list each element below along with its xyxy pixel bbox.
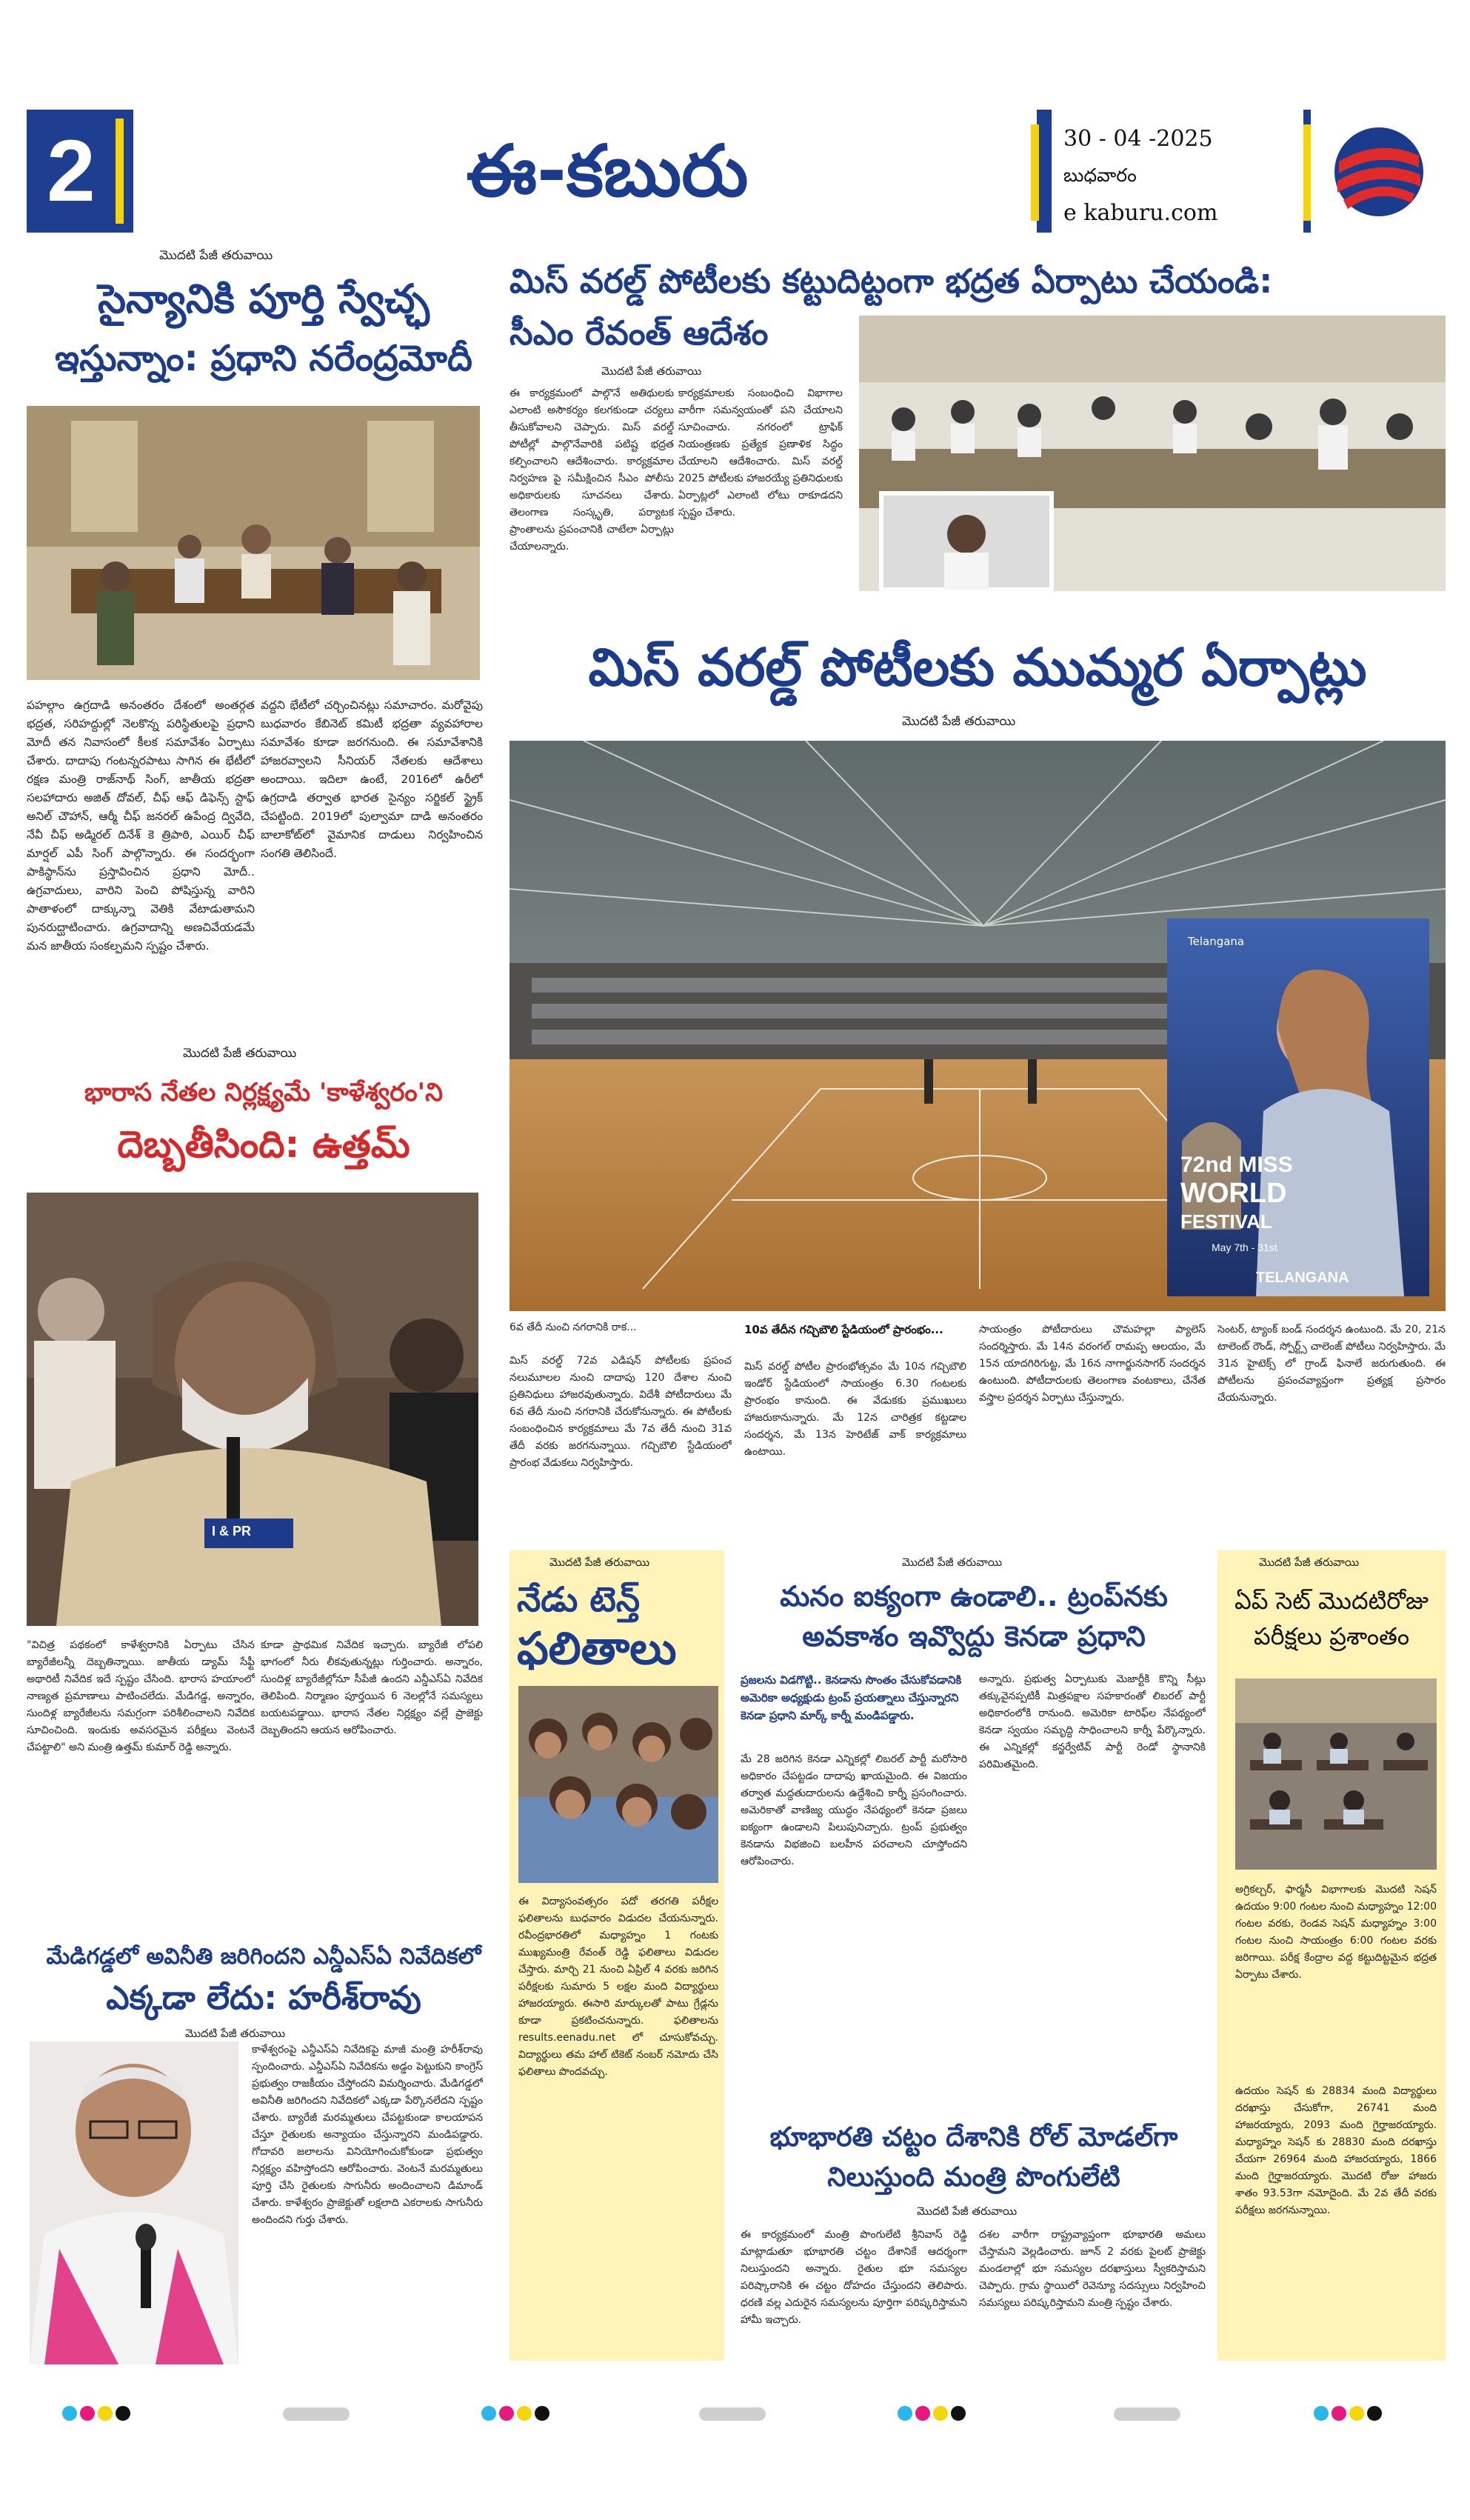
website-url[interactable]: e kaburu.com: [1063, 200, 1218, 226]
photo-pm-meeting: [27, 406, 480, 680]
body-story3-col2: మిస్ వరల్డ్ పోటీల ప్రారంభోత్సవం మే 10న గచ్చిబౌలి ఇండోర్ స్టేడియంలో సాయంత్రం 6.30 గంటలకు ప్రారంభం కానుంది. ఈ వేడుకకు ప్రముఖులు హాజరుకానున్నారు. మే 12న చారిత్రక కట్టడాల సందర్శన, మే 13న హెరిటేజ్ వాక్ కార్యక్రమాలు ఉంటాయి.: [744, 1361, 966, 1458]
masthead-divider-2: [1031, 124, 1039, 221]
body-story7-bottom: ఉదయం సెషన్ కు 28834 మంది విద్యార్థులు దరఖాస్తు చేసుకోగా, 26741 మంది హాజరయ్యారు, 2093 మంది గైర్హాజరయ్యారు. మధ్యాహ్నం సెషన్ కు 28830 మంది దరఖాస్తు చేయగా 26964 మంది హాజరయ్యారు, 1866 మంది గైర్హాజరయ్యారు. మొదటి రోజు హాజరు శాతం 93.53గా నమోదైంది. మే 2వ తేదీ వరకు పరీక్షలు జరగనున్నాయి.: [1235, 2085, 1437, 2216]
body-story4-right: కూడా ప్రాథమిక నివేదిక ఇచ్చారు. బ్యారేజీ లోపలి భాగంలో నీరు లీకవుతున్నట్లు గుర్తించారు. అన్నారం, సుందిళ్ల బ్యారేజీల్లోనూ సీపేజీ ఉందని ఎన్డీఎస్ఏ నివేదిక తెలిపింది. నిర్మాణం పూర్తయిన 6 నెలల్లోనే సమస్యలు బయటపడ్డాయి. భారాస నేతల నిర్లక్ష్యం వల్లే ప్రాజెక్టు దెబ్బతిందని ఆయన ఆరోపించారు.: [261, 1639, 483, 1736]
print-grey-bar-2: [699, 2407, 766, 2421]
issue-date: 30 - 04 -2025: [1063, 126, 1213, 152]
photo-exam-hall: [1235, 1679, 1437, 1870]
poster-title-line2: WORLD: [1180, 1178, 1287, 1209]
headline-story3: మిస్ వరల్డ్ పోటీలకు ముమ్మర ఏర్పాట్లు: [588, 637, 1367, 698]
headline-story7-line2: పరీక్షలు ప్రశాంతం: [1253, 1622, 1410, 1650]
body-story6-right: అన్నారు. ప్రభుత్వ ఏర్పాటుకు మెజార్టీకి కొన్ని సీట్లు తక్కువైనప్పటికీ మిత్రపక్షాల సహకారంతో లిబరల్ పార్టీ అధికారంలోకి రానుంది. అమెరికా టారిఫ్‌ల నేపథ్యంలో కెనడా స్వయం సమృద్ధి సాధించాలని కార్నీ పేర్కొన్నారు. ఈ ఎన్నికల్లో కన్జర్వేటివ్ పార్టీ రెండో స్థానానికి పరిమితమైంది.: [979, 1673, 1206, 1770]
poster-title-line1: 72nd MISS: [1180, 1153, 1293, 1177]
poster-brand: Telangana: [1188, 935, 1245, 948]
print-color-marks-4: [1314, 2406, 1385, 2424]
print-grey-bar-1: [283, 2407, 350, 2421]
body-story8: కాళేశ్వరంపై ఎన్డీఎస్ఏ నివేదికపై మాజీ మంత్రి హరీశ్‌రావు స్పందించారు. ఎన్డీఎస్ఏ నివేదికను అడ్డం పెట్టుకుని కాంగ్రెస్ ప్రభుత్వం రాజకీయం చేస్తోందని విమర్శించారు. మేడిగడ్డలో అవినీతి జరిగిందని నివేదికలో ఎక్కడా పేర్కొనలేదని స్పష్టం చేశారు. బ్యారేజీ మరమ్మతులు చేపట్టకుండా కాలయాపన చేస్తూ రైతులకు అన్యాయం చేస్తున్నారని మండిపడ్డారు. గోదావరి జలాలను వినియోగించుకోకుండా ప్రభుత్వం నిర్లక్ష్యం వహిస్తోందని ఆరోపించారు. వెంటనే మరమ్మతులు పూర్తి చేసి రైతులకు సాగునీరు అందించాలని డిమాండ్ చేశారు. కాళేశ్వరం ప్రాజెక్టుతో లక్షలాది ఎకరాలకు సాగునీరు అందిందని గుర్తు చేశారు.: [252, 2044, 483, 2226]
print-color-marks-1: [62, 2406, 133, 2424]
print-color-marks-3: [898, 2406, 969, 2424]
headline-story2-line1: మిస్ వరల్డ్ పోటీలకు కట్టుదిట్టంగా భద్రత ఏర్పాటు చేయండి:: [510, 261, 1273, 301]
photo-cm-review-meeting: [859, 316, 1446, 591]
body-story4-left: "విచిత్ర పథకంలో కాళేశ్వరానికి ఏర్పాటు చేసిన బ్యారేజీలన్నీ దెబ్బతిన్నాయి. జాతీయ డ్యామ్ సేఫ్టీ అథారిటీ నివేదిక ఇదే స్పష్టం చేసింది. భారాస హయాంలో నాణ్యత ప్రమాణాలు పాటించలేదు. మేడిగడ్డ, అన్నారం, సుందిళ్ల బ్యారేజీలను సమగ్రంగా పరిశీలించాలని నివేదిక సూచించింది. ఇందుకు అవసరమైన పరీక్షలు వెంటనే చేపట్టాలి" అని మంత్రి ఉత్తమ్ కుమార్ రెడ్డి అన్నారు.: [27, 1639, 255, 1753]
headline-story1-line1: సైన్యానికి పూర్తి స్వేచ్ఛ: [98, 276, 430, 322]
headline-story8-line2: ఎక్కడా లేదు: హరీశ్‌రావు: [106, 1979, 421, 2017]
photo-students-celebrating: [518, 1686, 718, 1883]
body-story6-left: మే 28 జరిగిన కెనడా ఎన్నికల్లో లిబరల్ పార్టీ మరోసారి అధికారం చేపట్టడం దాదాపు ఖాయమైంది. ఈ విజయం తర్వాత మద్దతుదారులను ఉద్దేశించి కార్నీ ప్రసంగించారు. అమెరికాతో వాణిజ్య యుద్ధం నేపథ్యంలో కెనడా ప్రజలు ఐక్యంగా ఉండాలని పిలుపునిచ్చారు. ట్రంప్ ప్రభుత్వం కెనడాను విభజించి బలహీన పరచాలని చూస్తోందని ఆరోపించారు.: [741, 1753, 967, 1867]
kicker-story7: మొదటి పేజీ తరువాయి: [1259, 1556, 1360, 1569]
kicker-story8: మొదటి పేజీ తరువాయి: [185, 2027, 286, 2040]
photo-caption-story3: 6వ తేదీ నుంచి నగరానికి రాక...: [510, 1321, 637, 1333]
print-color-marks-2: [481, 2406, 552, 2424]
kicker-story3: మొదటి పేజీ తరువాయి: [902, 714, 1016, 729]
photo-minister-uttam: [27, 1193, 478, 1626]
body-story3-col4: సెంటర్, ట్యాంక్ బండ్ సందర్శన ఉంటుంది. మే 20, 21న టాలెంట్ రౌండ్, స్పోర్ట్స్ చాలెంజ్ పోటీలు నిర్వహిస్తారు. మే 31న హైటెక్స్ లో గ్రాండ్ ఫినాలే జరుగుతుంది. ఈ పోటీలను ప్రపంచవ్యాప్తంగా ప్రత్యక్ష ప్రసారం చేయనున్నారు.: [1217, 1324, 1446, 1404]
headline-story7-line1: ఏప్ సెట్ మొదటిరోజు: [1235, 1587, 1429, 1615]
kicker-story4: మొదటి పేజీ తరువాయి: [183, 1046, 297, 1061]
brand-title: ఈ-కబురు: [466, 130, 749, 213]
photo-harish-rao: [30, 2041, 238, 2364]
body-story9-left: ఈ కార్యక్రమంలో మంత్రి పొంగులేటి శ్రీనివాస్ రెడ్డి మాట్లాడుతూ భూభారతి చట్టం దేశానికే ఆదర్శంగా నిలుస్తుందని అన్నారు. రైతుల భూ సమస్యల పరిష్కారానికి ఈ చట్టం దోహదం చేస్తుందని తెలిపారు. ధరణి వల్ల ఎదురైన సమస్యలను పూర్తిగా పరిష్కరిస్తామని హామీ ఇచ్చారు.: [741, 2229, 967, 2326]
headline-story6-line1: మనం ఐక్యంగా ఉండాలి.. ట్రంప్‌నకు: [780, 1580, 1168, 1613]
poster-dates: May 7th - 31st: [1212, 1241, 1277, 1253]
headline-story1-line2: ఇస్తున్నాం: ప్రధాని నరేంద్రమోదీ: [55, 338, 472, 379]
headline-story5-line1: నేడు టెన్త్: [517, 1579, 641, 1619]
kicker-story1: మొదటి పేజీ తరువాయి: [159, 248, 273, 263]
headline-story8-line1: మేడిగడ్డలో అవినీతి జరిగిందని ఎన్డీఎస్ఏ నివేదికలో: [46, 1944, 481, 1970]
subhead-story3-col2: 10వ తేదీన గచ్చిబౌలి స్టేడియంలో ప్రారంభం...: [744, 1323, 943, 1336]
headline-story9-line2: నిలుస్తుంది మంత్రి పొంగులేటి: [827, 2162, 1120, 2193]
body-story7-top: అగ్రికల్చర్, ఫార్మసీ విభాగాలకు మొదటి సెషన్ ఉదయం 9:00 గంటల నుంచి మధ్యాహ్నం 12:00 గంటల వరకు, రెండవ సెషన్ మధ్యాహ్నం 3:00 గంటల నుంచి సాయంత్రం 6:00 గంటల వరకు జరిగాయి. పరీక్ష కేంద్రాల వద్ద కట్టుదిట్టమైన భద్రత ఏర్పాటు చేశారు.: [1235, 1884, 1437, 1981]
body-story3-col1: మిస్ వరల్డ్ 72వ ఎడిషన్ పోటీలకు ప్రపంచ నలుమూలల నుంచి దాదాపు 120 దేశాల నుంచి ప్రతినిధులు హాజరవుతున్నారు. విదేశీ పోటీదారులు మే 6వ తేదీ నుంచి నగరానికి చేరుకోనున్నారు. ఈ పోటీలకు సంబంధించిన కార్యక్రమాలు మే 7వ తేదీ నుంచి 31వ తేదీ వరకు జరగనున్నాయి. గచ్చిబౌలి స్టేడియంలో ప్రారంభ వేడుకలు నిర్వహిస్తారు.: [510, 1355, 732, 1469]
body-story2-right: కార్యక్రమాలకు సంబంధించి విభాగాల వారీగా సమన్వయంతో పని చేయాలని సూచించారు. నగరంలో ట్రాఫిక్ నియంత్రణకు ప్రత్యేక ప్రణాళిక సిద్ధం చేయాలని ఆదేశించారు. మిస్ వరల్డ్ 2025 పోటీలకు హాజరయ్యే ప్రతినిధులకు ఏర్పాట్లలో ఎలాంటి లోటు రాకూడదని స్పష్టం చేశారు.: [678, 387, 843, 519]
body-story1-left: పహల్గాం ఉగ్రదాడి అనంతరం దేశంలో అంతర్గత భద్రత, సరిహద్దుల్లో నెలకొన్న పరిస్థితులపై ప్రధాని మోదీ తన నివాసంలో కీలక సమావేశం ఏర్పాటు చేశారు. దాదాపు గంటన్నరపాటు సాగిన ఈ భేటీలో రక్షణ మంత్రి రాజ్‌నాథ్ సింగ్, జాతీయ భద్రతా సలహాదారు అజిత్ దోవల్, చీఫ్ ఆఫ్ డిఫెన్స్ స్టాఫ్ అనిల్ చౌహాన్, ఆర్మీ చీఫ్ జనరల్ ఉపేంద్ర ద్వివేది, నేవీ చీఫ్ అడ్మిరల్ దినేశ్ కె త్రిపాఠి, ఎయిర్ చీఫ్ మార్షల్ ఎపీ సింగ్ పాల్గొన్నారు. ఈ సందర్భంగా పాకిస్థాన్‌ను ప్రస్తావించిన ప్రధాని మోదీ.. ఉగ్రవాదులు, వారిని పెంచి పోషిస్తున్న వారిని పాతాళంలో దాక్కున్నా వెతికి వేటాడుతామని పునరుద్ఘాటించారు. ఉగ్రవాదాన్ని అణచివేయడమే మన జాతీయ సంకల్పమని స్పష్టం చేశారు.: [27, 699, 255, 953]
headline-story5-line2: ఫలితాలు: [517, 1623, 677, 1675]
body-story1-right: వద్దని భేటీలో చర్చించినట్లు సమాచారం. మరోవైపు బుధవారం కేబినెట్ కమిటీ భద్రతా వ్యవహారాల సమావేశం కూడా జరగనుంది. ఈ సమావేశానికి హాజరవ్వాలని సీనియర్ నేతలకు ఆదేశాలు అందాయి. ఇదిలా ఉంటే, 2016లో ఉరీలో ఉగ్రదాడి తర్వాత భారత సైన్యం సర్జికల్ స్ట్రైక్ చేపట్టింది. 2019లో పుల్వామా దాడి అనంతరం బాలాకోట్‌లో వైమానిక దాడులు నిర్వహించిన సంగతి తెలిసిందే.: [261, 699, 483, 860]
body-story2-left: ఈ కార్యక్రమంలో పాల్గొనే అతిథులకు ఎలాంటి అసౌకర్యం కలగకుండా చర్యలు తీసుకోవాలని చెప్పారు. మిస్ వరల్డ్ పోటీల్లో పాల్గొనేవారికి పటిష్ట భద్రత కల్పించాలని ఆదేశించారు. కార్యక్రమాల నిర్వహణ పై సమీక్షించిన సీఎం పోలీసు అధికారులకు సూచనలు చేశారు. తెలంగాణ సంస్కృతి, పర్యాటక ప్రాంతాలను ప్రపంచానికి చాటేలా ఏర్పాట్లు చేయాలన్నారు.: [510, 387, 674, 553]
headline-story4-line2: దెబ్బతీసింది: ఉత్తమ్: [117, 1123, 410, 1166]
page-number: 2: [47, 122, 96, 220]
issue-weekday: బుధవారం: [1063, 164, 1137, 186]
headline-story2-line2: సీఎం రేవంత్ ఆదేశం: [510, 313, 769, 353]
poster-title-line3: FESTIVAL: [1180, 1210, 1272, 1233]
headline-story9-line1: భూభారతి చట్టం దేశానికి రోల్ మోడల్‌గా: [769, 2122, 1178, 2153]
print-grey-bar-3: [1114, 2407, 1180, 2421]
kicker-story5: మొదటి పేజీ తరువాయి: [549, 1556, 650, 1569]
kicker-story2: మొదటి పేజీ తరువాయి: [601, 364, 702, 378]
body-story3-col3: సాయంత్రం పోటీదారులు చౌమహల్లా ప్యాలెస్ సందర్శిస్తారు. మే 14న వరంగల్ రామప్ప ఆలయం, మే 15న యాదగిరిగుట్ట, మే 16న నాగార్జునసాగర్ సందర్శన ఉంటుంది. పోటీదారులకు తెలంగాణ వంటకాలు, చేనేత వస్త్రాల ప్రదర్శన ఏర్పాటు చేస్తున్నారు.: [979, 1324, 1206, 1404]
headline-story6-line2: అవకాశం ఇవ్వొద్దు కెనడా ప్రధాని: [802, 1620, 1146, 1653]
kicker-story6: మొదటి పేజీ తరువాయి: [902, 1556, 1003, 1569]
kicker-story9: మొదటి పేజీ తరువాయి: [917, 2204, 1018, 2218]
miss-world-poster: [1167, 919, 1429, 1296]
mic-label: I & PR: [212, 1524, 252, 1539]
body-story5: ఈ విద్యాసంవత్సరం పదో తరగతి పరీక్షల ఫలితాలను బుధవారం విడుదల చేయనున్నారు. రవీంద్రభారతిలో మధ్యాహ్నం 1 గంటకు ముఖ్యమంత్రి రేవంత్ రెడ్డి ఫలితాలు విడుదల చేస్తారు. మార్చి 21 నుంచి ఏప్రిల్ 4 వరకు జరిగిన పరీక్షలకు సుమారు 5 లక్షల మంది విద్యార్థులు హాజరయ్యారు. ఈసారి మార్కులతో పాటు గ్రేడ్లను కూడా ప్రకటించనున్నారు. ఫలితాలను results.eenadu.net లో చూసుకోవచ్చు. విద్యార్థులు తమ హాల్ టికెట్ నంబర్ నమోదు చేసి ఫలితాలు పొందవచ్చు.: [518, 1896, 718, 2078]
brand-logo-icon: [1330, 123, 1428, 221]
headline-story4-line1: భారాస నేతల నిర్లక్ష్యమే 'కాళేశ్వరం'ని: [84, 1078, 443, 1107]
poster-footer: TELANGANA: [1256, 1270, 1349, 1286]
body-story9-right: దశల వారీగా రాష్ట్రవ్యాప్తంగా భూభారతి అమలు చేస్తామని వెల్లడించారు. జూన్ 2 వరకు పైలట్ ప్రాజెక్టు మండలాల్లో భూ సమస్యల దరఖాస్తులు స్వీకరిస్తామని చెప్పారు. గ్రామ స్థాయిలో రెవెన్యూ సదస్సులు నిర్వహించి సమస్యలు పరిష్కరిస్తామని మంత్రి స్పష్టం చేశారు.: [979, 2229, 1206, 2309]
masthead-divider: [116, 119, 124, 224]
subhead-story6: ప్రజలను విడగొట్టి.. కెనడాను సొంతం చేసుకోవడానికి అమెరికా అధ్యక్షుడు ట్రంప్ ప్రయత్నాలు చేస్తున్నారని కెనడా ప్రధాని మార్క్ కార్నీ మండిపడ్డారు.: [741, 1673, 962, 1722]
